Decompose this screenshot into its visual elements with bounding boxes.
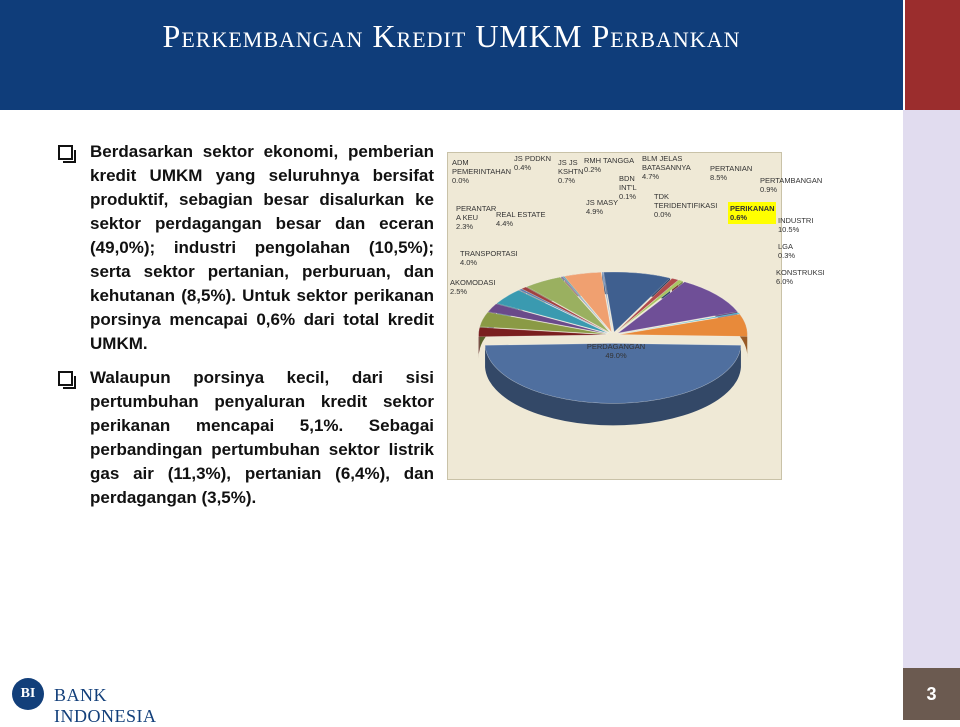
slice-label: BDN <box>619 174 635 183</box>
side-strip <box>903 110 960 668</box>
slice-label: BATASANNYA <box>642 163 691 172</box>
bullet-2-text: Walaupun porsinya kecil, dari sisi pertumbuhan penyaluran kredit sektor perikanan mencapai 5,1%. Sebagai perbandingan pertumbuhan sektor listrik gas air (11,3%), pertanian (6,4%), dan perdagangan (3,5%). <box>90 368 434 507</box>
slice-label: LGA <box>778 242 794 251</box>
slice-label: PERIKANAN <box>730 204 775 213</box>
slice-label: KSHTN <box>558 167 584 176</box>
pie-chart <box>448 153 825 479</box>
slice-value-label: 0.1% <box>619 192 637 201</box>
checkbox-bullet-icon <box>58 371 73 386</box>
checkbox-bullet-icon <box>58 145 73 160</box>
bi-logo-icon: BI <box>12 678 44 710</box>
slice-value-label: 4.9% <box>586 207 604 216</box>
slice-label: INT'L <box>619 183 637 192</box>
slice-value-label: 8.5% <box>710 173 728 182</box>
slice-value-label: 6.0% <box>776 277 794 286</box>
logo-text: BANK INDONESIA <box>54 685 157 726</box>
slice-label: PERTANIAN <box>710 164 753 173</box>
bullet-1-bold: Berdasarkan sektor ekonomi, <box>90 142 339 161</box>
slice-label: KONSTRUKSI <box>776 268 825 277</box>
bullet-2 <box>56 366 434 510</box>
bullet-1 <box>56 140 434 356</box>
slice-value-label: 0.7% <box>558 176 576 185</box>
slice-value-label: 10.5% <box>778 225 800 234</box>
slice-label: JS PDDKN <box>514 154 552 163</box>
slice-label: PERANTAR <box>456 204 497 213</box>
header-accent <box>905 0 960 110</box>
bank-logo <box>12 678 212 726</box>
slice-label: JS JS <box>558 158 578 167</box>
slice-label: JS MASY <box>586 198 619 207</box>
slice-value-label: 0.2% <box>584 165 602 174</box>
slice-label: TERIDENTIFIKASI <box>654 201 718 210</box>
slice-value-label: 0.0% <box>654 210 672 219</box>
slice-value-label: 0.9% <box>760 185 778 194</box>
slide-title: Perkembangan Kredit UMKM Perbankan <box>162 18 741 54</box>
slice-label: AKOMODASI <box>450 278 496 287</box>
slice-label: TDK <box>654 192 669 201</box>
slice-label: A KEU <box>456 213 479 222</box>
slice-label: INDUSTRI <box>778 216 814 225</box>
slice-value-label: 4.4% <box>496 219 514 228</box>
slice-value-label: 0.6% <box>730 213 748 222</box>
slice-value-label: 0.0% <box>452 176 470 185</box>
bullet-1-text: pemberian kredit UMKM yang seluruhnya bersifat produktif, sebagian besar disalurkan ke sektor perdagangan besar dan eceran (49,0%); industri pengolahan (10,5%); serta sektor pertanian, perburuan, dan kehutanan (8,5%). Untuk sektor perikanan porsinya mencapai 0,6% dari total kredit UMKM. <box>90 142 434 353</box>
slice-value-label: 49.0% <box>605 351 627 360</box>
slice-label: PERTAMBANGAN <box>760 176 823 185</box>
slice-label: PEMERINTAHAN <box>452 167 512 176</box>
slice-value-label: 4.0% <box>460 258 478 267</box>
slice-value-label: 2.5% <box>450 287 468 296</box>
slice-label: BLM JELAS <box>642 154 683 163</box>
slice-value-label: 0.4% <box>514 163 532 172</box>
slice-label: ADM <box>452 158 469 167</box>
header-bar <box>0 0 903 110</box>
slice-label: REAL ESTATE <box>496 210 546 219</box>
slice-value-label: 4.7% <box>642 172 660 181</box>
slice-value-label: 0.3% <box>778 251 796 260</box>
slice-label: RMH TANGGA <box>584 156 635 165</box>
text-column <box>56 140 434 520</box>
slice-label: TRANSPORTASI <box>460 249 518 258</box>
pie-chart-frame <box>447 152 825 480</box>
page-number: 3 <box>903 668 960 720</box>
slice-label: PERDAGANGAN <box>586 342 646 351</box>
slice-value-label: 2.3% <box>456 222 474 231</box>
